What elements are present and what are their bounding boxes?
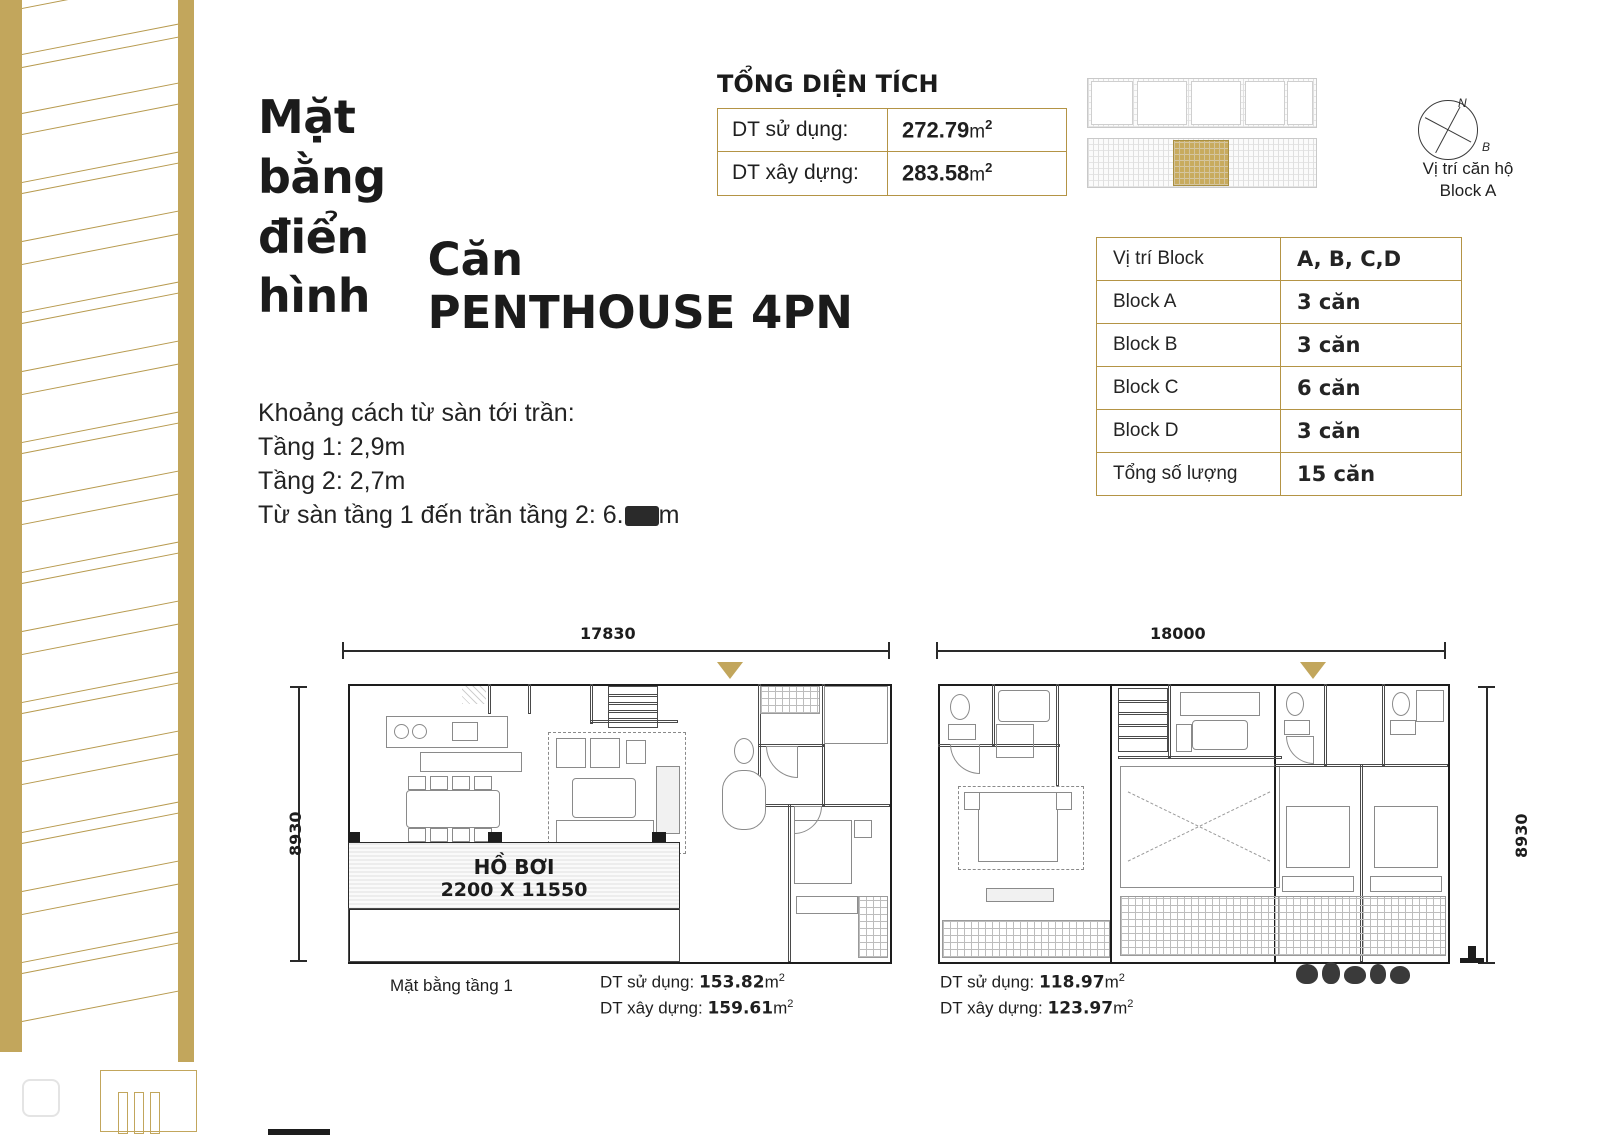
compass-label-n: N [1458,96,1467,110]
floor1-usable-area [600,972,785,993]
block-row-value: 3 căn [1281,410,1462,453]
swimming-pool [348,842,680,910]
floor-plan-1 [286,620,900,1019]
title-line-1: Mặt [258,90,356,144]
table-row [1097,367,1462,410]
value-unit: m [969,164,986,186]
terrace-edge [348,908,680,962]
stair-tread [1118,724,1168,727]
label: DT xây dựng: [600,998,703,1018]
wardrobe [1282,876,1354,892]
table-row [1097,453,1462,496]
bottom-accent-bar [268,1129,330,1135]
ceiling-height-notes [258,396,679,532]
block-count-table [1096,237,1462,496]
key-plan-highlighted-unit [1173,140,1229,186]
floor1-caption: Mặt bằng tầng 1 [390,976,513,995]
stair-rail [178,0,194,1062]
toilet [950,694,970,720]
ceiling-note-4 [258,498,679,532]
key-plan-cell [1091,81,1133,125]
total-area-value-built [888,152,1067,195]
ceiling-note-4-unit: m [658,501,680,529]
dim-line-horizontal [936,650,1446,652]
value-number: 283.58 [902,160,970,186]
key-plan-cell [1137,81,1187,125]
partition-wall [1118,756,1282,759]
ceiling-note-3: Tầng 2: 2,7m [258,467,406,495]
partition-wall [488,684,491,714]
value-sup: 2 [985,160,993,176]
partition-wall [1056,684,1059,786]
table-row [1097,324,1462,367]
stair-tread [608,718,658,721]
floor2-built-area [940,998,1133,1019]
dim-tick [936,642,938,659]
block-row-label: Vị trí Block [1097,238,1281,281]
block-row-label: Block D [1097,410,1281,453]
total-area-table [717,108,1067,196]
value: 118.97 [1038,972,1105,993]
pool-label-line1: HỒ BƠI [473,855,555,879]
coffee-table [1192,720,1248,750]
sofa [1180,692,1260,716]
ceiling-note-4-text: Từ sàn tầng 1 đến trần tầng 2: 6. [258,501,624,529]
block-row-value: 6 căn [1281,367,1462,410]
block-row-value: A, B, C,D [1281,238,1462,281]
stair-well [1118,688,1168,752]
block-row-label: Block A [1097,281,1281,324]
wall-hatch [462,686,486,704]
unit: m [773,998,788,1018]
column [488,832,502,842]
sink [1284,720,1310,735]
unit: m [1113,998,1128,1018]
bathtub [722,770,766,830]
dim-line-vertical [1486,686,1488,964]
stair-step [100,1070,197,1132]
total-area-heading: TỔNG DIỆN TÍCH [717,70,939,98]
key-plan-caption-line2: Block A [1439,181,1497,200]
sink [1390,720,1416,735]
balcony-tile [942,920,1110,958]
dining-table [406,790,500,828]
table-row [1097,281,1462,324]
armchair [1176,724,1192,752]
toilet [1392,692,1410,716]
wardrobe [796,896,858,914]
total-area-label-built: DT xây dựng: [718,152,888,195]
partition-wall [590,684,593,724]
label: DT sử dụng: [940,972,1035,992]
partition-wall [1324,684,1327,766]
title-line-3: điển [258,209,369,264]
entrance-arrow [717,662,743,679]
key-plan-map [1087,78,1315,196]
table-row [1097,410,1462,453]
dim-tick [290,960,307,962]
table-row [1097,238,1462,281]
dim-tick [342,642,344,659]
partition-wall [1382,684,1385,766]
shower-tray [1416,690,1444,722]
dining-chair [452,776,470,790]
terrace-tile [1120,896,1280,956]
column [652,832,666,842]
value: 159.61 [707,998,774,1019]
stair-tread [608,710,658,713]
key-plan-caption [1398,158,1538,202]
block-row-value: 3 căn [1281,324,1462,367]
sink-bowl [412,724,427,739]
floor2-width-dimension: 18000 [1150,624,1206,643]
cooktop [452,722,478,741]
tree-icon [1390,966,1410,984]
entrance-arrow [1300,662,1326,679]
title-line-4: hình [258,269,371,324]
dining-chair [408,776,426,790]
dim-tick [1478,686,1495,688]
block-row-label: Block C [1097,367,1281,410]
nightstand [854,820,872,838]
partition-wall [528,684,531,714]
bed [1374,806,1438,868]
stair-step [150,1092,160,1134]
floor2-height-dimension: 8930 [1512,813,1531,858]
floor1-width-dimension: 17830 [580,624,636,643]
decorative-stair-graphic [0,0,215,1135]
dim-line-horizontal [342,650,890,652]
floor1-built-area [600,998,793,1019]
compass-icon [1418,96,1490,160]
value: 123.97 [1047,998,1114,1019]
stair-well [608,686,658,728]
balcony-tile [1278,896,1446,956]
stair-tread [1118,712,1168,715]
ceiling-note-2: Tầng 1: 2,9m [258,433,406,461]
sup: 2 [1127,998,1134,1010]
void-outline [1120,766,1280,888]
value-sup: 2 [985,117,993,132]
partition-wall [788,804,791,962]
stair-rail [0,0,22,1052]
total-area-label-usable: DT sử dụng: [718,109,888,152]
dining-chair [408,828,426,842]
total-area-value-usable [888,109,1067,152]
block-row-label: Tổng số lượng [1097,453,1281,496]
sup: 2 [787,998,794,1010]
dining-chair [430,776,448,790]
block-row-value: 15 căn [1281,453,1462,496]
bedroom-rug [958,786,1084,870]
partition-wall [1168,684,1171,758]
sup: 2 [1118,972,1125,984]
value-number: 272.79 [902,117,970,143]
sink-bowl [394,724,409,739]
compass-label-b: B [1481,140,1490,154]
tree-icon [1296,964,1318,984]
stair-tread [1118,736,1168,739]
block-row-label: Block B [1097,324,1281,367]
floor1-height-dimension: 8930 [286,811,305,856]
bathtub [998,690,1050,722]
unit: m [764,972,779,992]
key-plan-cell [1287,81,1313,125]
dim-tick [888,642,890,659]
floor2-usable-area [940,972,1125,993]
tree-icon [1344,966,1366,984]
stair-tread [1118,700,1168,703]
block-row-value: 3 căn [1281,281,1462,324]
title-can: Căn [427,233,524,286]
title-left-column [258,88,386,327]
key-plan-hatch [1174,141,1228,185]
dining-chair [474,776,492,790]
tree-icon [1370,964,1386,984]
balcony-tile [858,896,888,958]
stair-tread [608,694,658,697]
dim-tick [1444,642,1446,659]
key-plan-caption-line1: Vị trí căn hộ [1422,159,1514,178]
kitchen-base-cabinets [420,752,522,772]
tv-console [986,888,1054,902]
bollard-base [1460,958,1484,963]
title-unit-type: PENTHOUSE 4PN [427,286,853,340]
redacted-value-blot [625,506,659,526]
sink [948,724,976,740]
stair-step [118,1092,128,1134]
partition-wall [992,684,995,746]
bathroom-wall [824,686,888,744]
unit: m [1104,972,1119,992]
column [348,832,360,842]
wardrobe [1370,876,1442,892]
title-line-2: bằng [258,149,386,204]
stair-tread [608,702,658,705]
pool-label-line2: 2200 X 11550 [440,879,588,901]
stair-step [134,1092,144,1134]
dining-chair [430,828,448,842]
watermark-logo [22,1079,60,1117]
shower-tray [996,724,1034,758]
dining-chair [452,828,470,842]
bed [1286,806,1350,868]
table-row [718,109,1067,152]
label: DT xây dựng: [940,998,1043,1018]
toilet [1286,692,1304,716]
dim-tick [290,686,307,688]
ceiling-note-1: Khoảng cách từ sàn tới trần: [258,399,575,427]
tile-area [760,686,820,714]
table-row [718,152,1067,195]
label: DT sử dụng: [600,972,695,992]
sup: 2 [778,972,785,984]
value-unit: m [969,121,986,143]
key-plan-cell [1191,81,1241,125]
floor-plan-2 [930,620,1531,1019]
toilet [734,738,754,764]
key-plan-cell [1245,81,1285,125]
tree-icon [1322,962,1340,984]
value: 153.82 [698,972,765,993]
